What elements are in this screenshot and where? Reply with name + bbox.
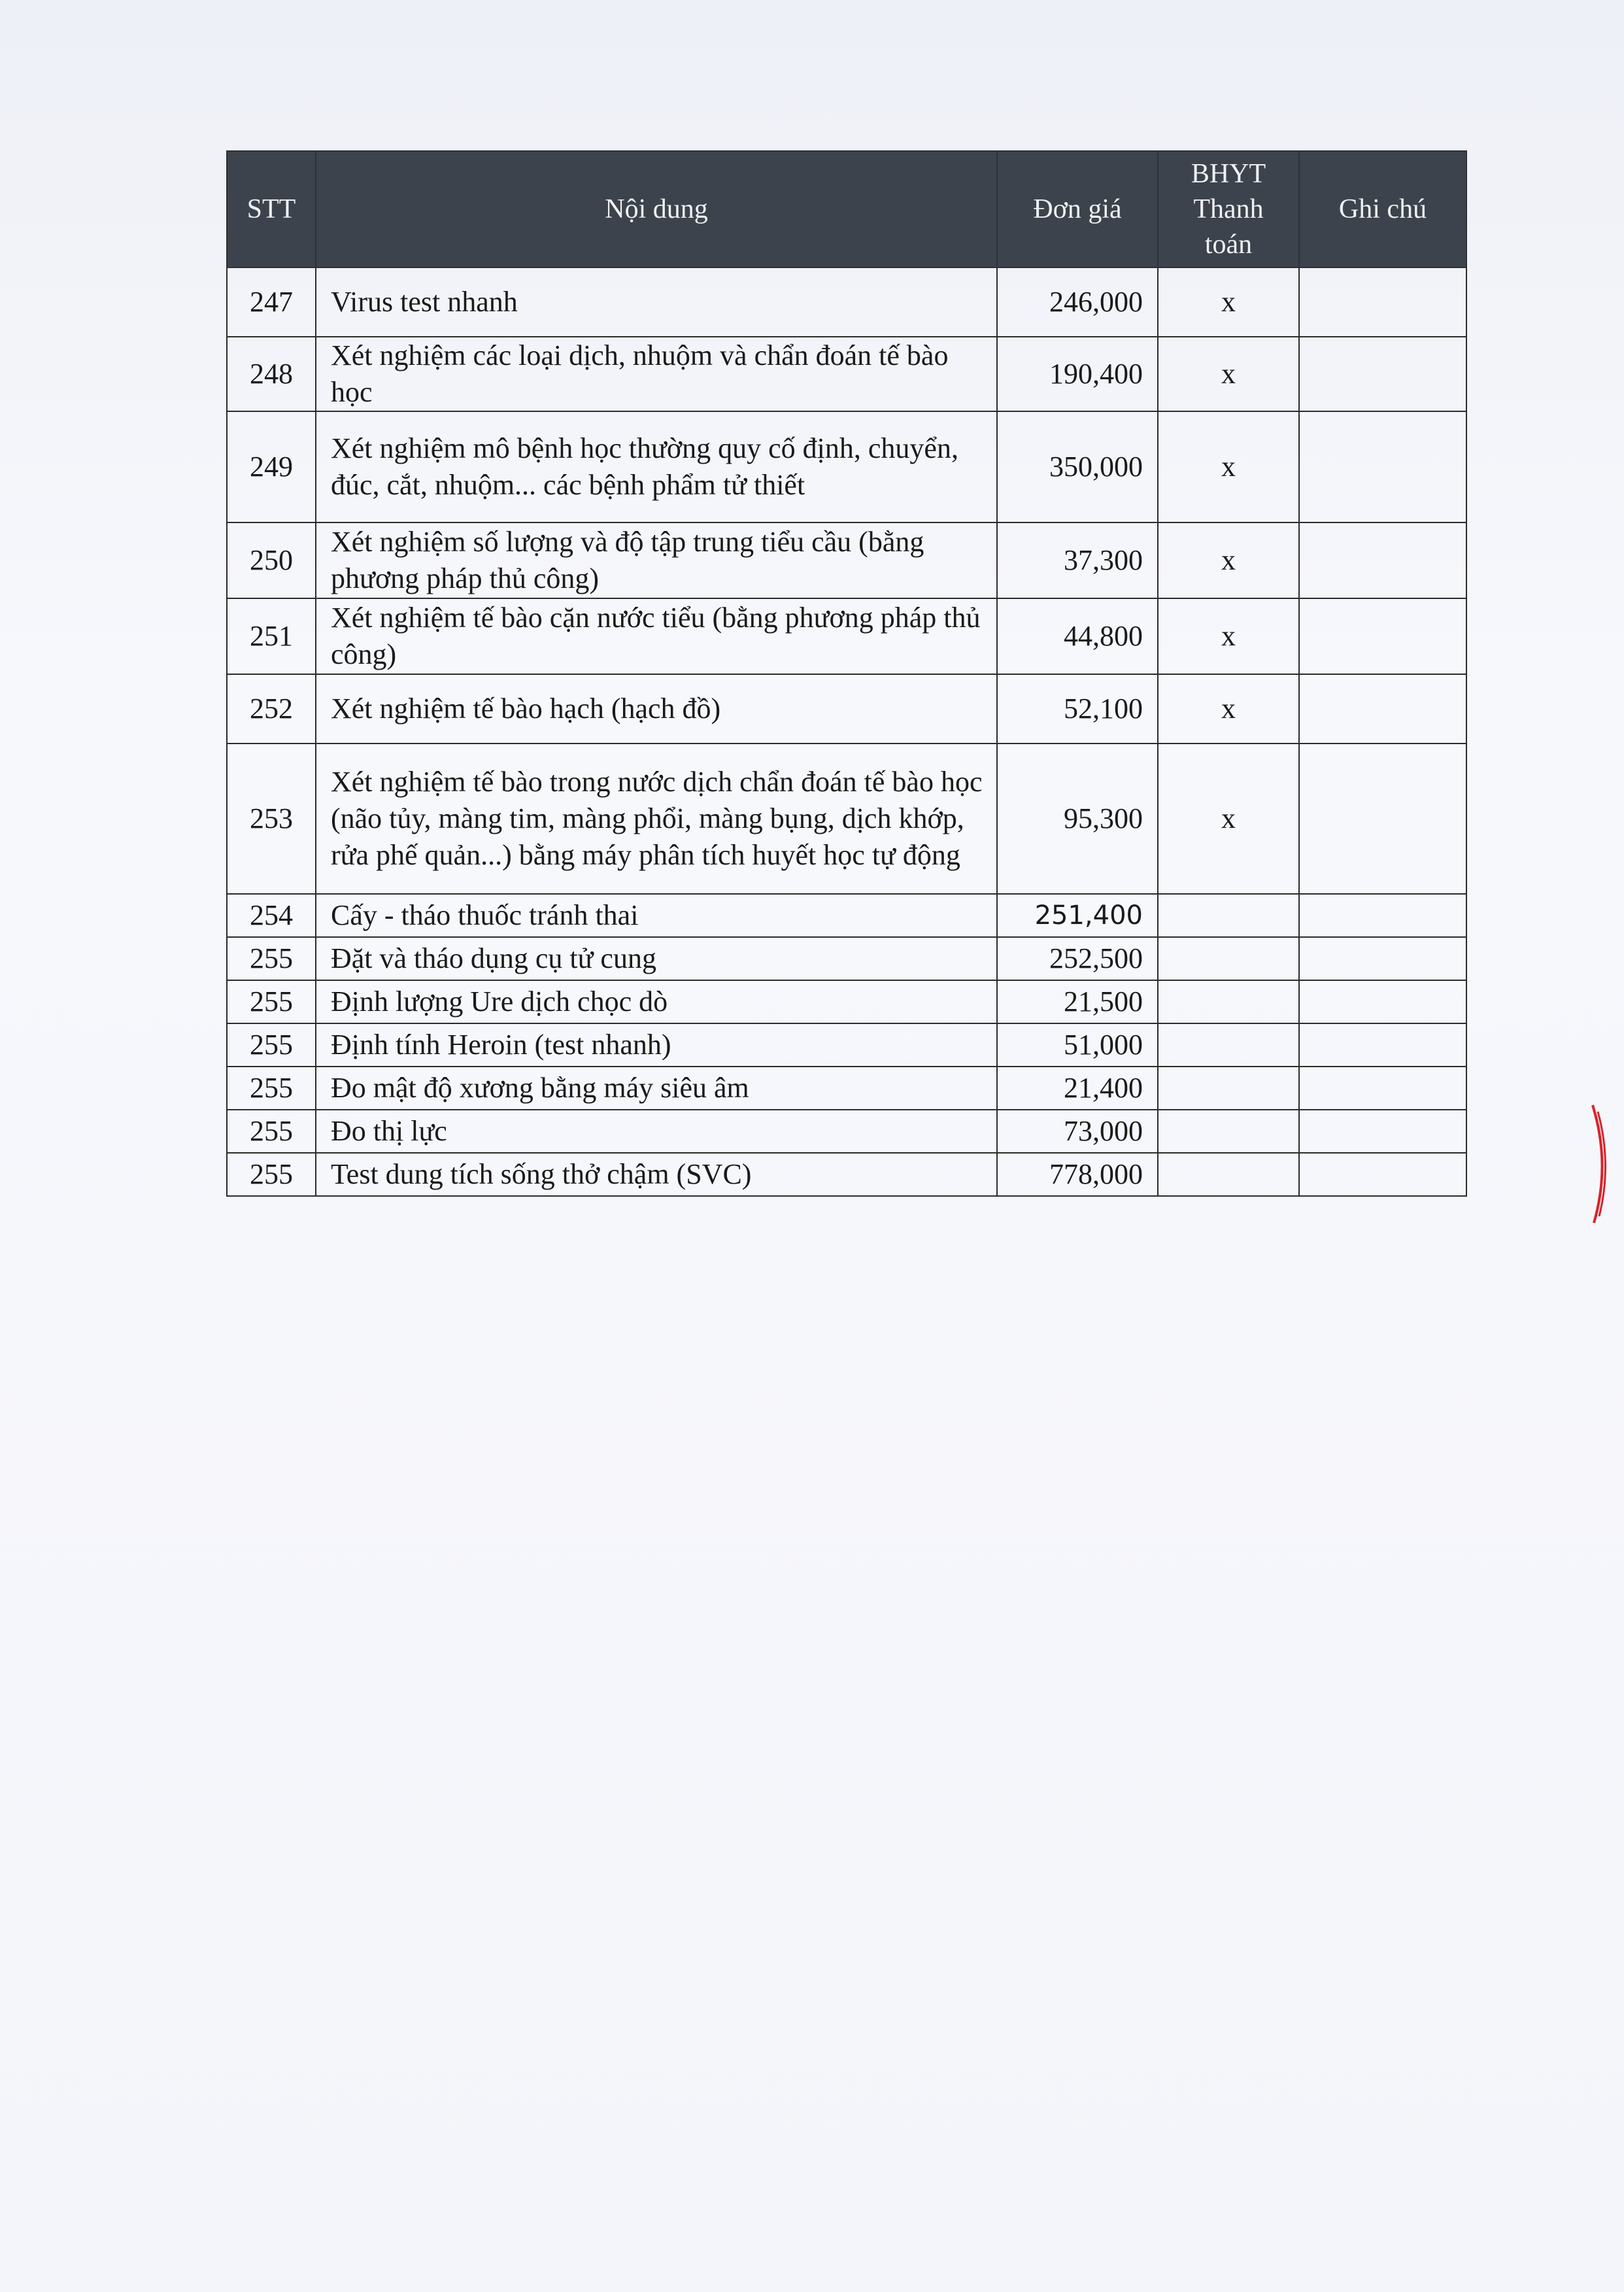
- row-bhyt-mark: [1158, 1023, 1299, 1067]
- row-stt: 255: [227, 937, 316, 980]
- header-bhyt-line1: BHYT: [1191, 159, 1266, 189]
- table-row: [227, 1110, 1466, 1153]
- row-note: [1299, 337, 1466, 411]
- row-bhyt-mark: [1158, 937, 1299, 980]
- row-content: Đo mật độ xương bằng máy siêu âm: [316, 1067, 997, 1110]
- row-note: [1299, 1023, 1466, 1067]
- row-note: [1299, 411, 1466, 522]
- table-row: [227, 744, 1466, 894]
- row-stt: 249: [227, 411, 316, 522]
- row-bhyt-mark: x: [1158, 674, 1299, 744]
- row-price: 246,000: [997, 267, 1158, 337]
- row-price: 252,500: [997, 937, 1158, 980]
- row-bhyt-mark: x: [1158, 411, 1299, 522]
- row-stt: 254: [227, 894, 316, 937]
- price-table-container: [226, 150, 1466, 1197]
- row-price: 95,300: [997, 744, 1158, 894]
- row-note: [1299, 267, 1466, 337]
- row-bhyt-mark: [1158, 980, 1299, 1023]
- row-note: [1299, 744, 1466, 894]
- row-bhyt-mark: [1158, 894, 1299, 937]
- header-bhyt-line3: toán: [1204, 230, 1253, 260]
- table-row: [227, 1023, 1466, 1067]
- table-row: [227, 894, 1466, 937]
- row-stt: 251: [227, 598, 316, 674]
- row-note: [1299, 894, 1466, 937]
- row-stt: 255: [227, 1023, 316, 1067]
- row-content: Virus test nhanh: [316, 267, 997, 337]
- header-stt: STT: [227, 151, 316, 267]
- row-content: Xét nghiệm các loại dịch, nhuộm và chẩn đoán tế bào học: [316, 337, 997, 411]
- row-stt: 250: [227, 522, 316, 598]
- row-price: 51,000: [997, 1023, 1158, 1067]
- row-stt: 255: [227, 1067, 316, 1110]
- header-content: Nội dung: [316, 151, 997, 267]
- row-note: [1299, 1153, 1466, 1196]
- row-content: Định tính Heroin (test nhanh): [316, 1023, 997, 1067]
- row-note: [1299, 1067, 1466, 1110]
- table-row: [227, 411, 1466, 522]
- table-row: [227, 522, 1466, 598]
- row-content: Xét nghiệm tế bào trong nước dịch chẩn đoán tế bào học (não tủy, màng tim, màng phổi, màng bụng, dịch khớp, rửa phế quản...) bằng máy phân tích huyết học tự động: [316, 744, 997, 894]
- row-content: Cấy - tháo thuốc tránh thai: [316, 894, 997, 937]
- header-bhyt: [1158, 151, 1299, 267]
- row-stt: 255: [227, 1153, 316, 1196]
- row-price: 190,400: [997, 337, 1158, 411]
- table-header: [227, 151, 1466, 267]
- row-price: 778,000: [997, 1153, 1158, 1196]
- row-bhyt-mark: x: [1158, 337, 1299, 411]
- row-content: Xét nghiệm tế bào hạch (hạch đồ): [316, 674, 997, 744]
- row-bhyt-mark: x: [1158, 598, 1299, 674]
- row-bhyt-mark: [1158, 1110, 1299, 1153]
- row-content: Xét nghiệm mô bệnh học thường quy cố định, chuyển, đúc, cắt, nhuộm... các bệnh phẩm tử thiết: [316, 411, 997, 522]
- row-bhyt-mark: [1158, 1067, 1299, 1110]
- table-row: [227, 937, 1466, 980]
- row-content: Test dung tích sống thở chậm (SVC): [316, 1153, 997, 1196]
- table-row: [227, 267, 1466, 337]
- row-content: Xét nghiệm tế bào cặn nước tiểu (bằng phương pháp thủ công): [316, 598, 997, 674]
- row-stt: 255: [227, 980, 316, 1023]
- table-body: [227, 267, 1466, 1196]
- table-row: [227, 1067, 1466, 1110]
- price-table: [226, 150, 1467, 1197]
- table-row: [227, 980, 1466, 1023]
- red-seal-edge-mark: [1589, 1099, 1615, 1229]
- row-price: 350,000: [997, 411, 1158, 522]
- row-note: [1299, 937, 1466, 980]
- row-content: Định lượng Ure dịch chọc dò: [316, 980, 997, 1023]
- row-price: 37,300: [997, 522, 1158, 598]
- row-stt: 247: [227, 267, 316, 337]
- row-price: 52,100: [997, 674, 1158, 744]
- row-price: 251,400: [997, 894, 1158, 937]
- row-price: 21,500: [997, 980, 1158, 1023]
- row-content: Đặt và tháo dụng cụ tử cung: [316, 937, 997, 980]
- row-price: 73,000: [997, 1110, 1158, 1153]
- row-content: Xét nghiệm số lượng và độ tập trung tiểu cầu (bằng phương pháp thủ công): [316, 522, 997, 598]
- table-row: [227, 598, 1466, 674]
- row-note: [1299, 598, 1466, 674]
- row-bhyt-mark: x: [1158, 267, 1299, 337]
- header-note: Ghi chú: [1299, 151, 1466, 267]
- header-bhyt-line2: Thanh: [1193, 194, 1264, 224]
- row-note: [1299, 980, 1466, 1023]
- table-row: [227, 674, 1466, 744]
- row-price: 21,400: [997, 1067, 1158, 1110]
- row-stt: 255: [227, 1110, 316, 1153]
- row-note: [1299, 1110, 1466, 1153]
- row-bhyt-mark: [1158, 1153, 1299, 1196]
- row-bhyt-mark: x: [1158, 744, 1299, 894]
- table-row: [227, 1153, 1466, 1196]
- row-bhyt-mark: x: [1158, 522, 1299, 598]
- row-note: [1299, 522, 1466, 598]
- row-stt: 253: [227, 744, 316, 894]
- row-stt: 248: [227, 337, 316, 411]
- row-stt: 252: [227, 674, 316, 744]
- row-content: Đo thị lực: [316, 1110, 997, 1153]
- row-note: [1299, 674, 1466, 744]
- table-row: [227, 337, 1466, 411]
- header-price: Đơn giá: [997, 151, 1158, 267]
- row-price: 44,800: [997, 598, 1158, 674]
